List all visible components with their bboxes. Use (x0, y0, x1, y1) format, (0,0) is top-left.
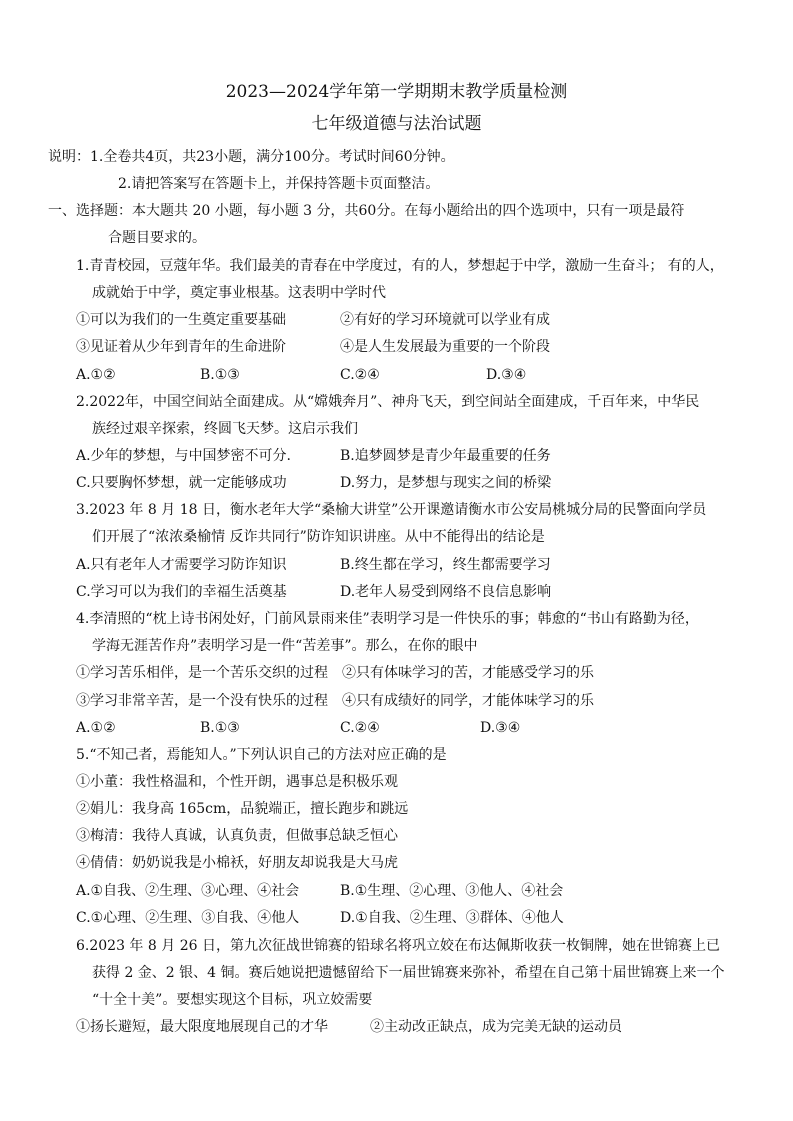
q5-option-a: A.①自我、②生理、③心理、④社会 (76, 883, 300, 899)
q5-stem: 5.“不知己者，焉能知人。”下列认识自己的方法对应正确的是 (76, 747, 447, 763)
section-heading-cont: 合题目要求的。 (108, 230, 206, 246)
q4-statement-4: ④只有成绩好的同学，才能体味学习的乐 (342, 693, 594, 709)
q1-statement-1: ①可以为我们的一生奠定重要基础 (76, 312, 286, 328)
exam-subtitle: 七年级道德与法治试题 (311, 114, 482, 134)
q1-statement-3: ③见证着从少年到青年的生命进阶 (76, 339, 286, 355)
q4-stem-cont: 学海无涯苦作舟”表明学习是一件“苦差事”。那么，在你的眼中 (92, 638, 478, 654)
q1-stem-cont: 成就始于中学，奠定事业根基。这表明中学时代 (92, 285, 386, 301)
q6-stem-cont-2: “十全十美”。要想实现这个目标，巩立姣需要 (92, 992, 373, 1008)
q6-statement-2: ②主动改正缺点，成为完美无缺的运动员 (370, 1019, 622, 1035)
exam-title: 2023—2024学年第一学期期末教学质量检测 (225, 82, 568, 102)
q1-option-d: D.③④ (486, 367, 527, 383)
q3-option-d: D.老年人易受到网络不良信息影响 (340, 584, 552, 600)
q2-option-b: B.追梦圆梦是青少年最重要的任务 (340, 448, 551, 464)
q4-option-d: D.③④ (480, 720, 521, 736)
q2-option-a: A.少年的梦想，与中国梦密不可分. (76, 448, 292, 464)
q1-statement-2: ②有好的学习环境就可以学业有成 (340, 312, 550, 328)
q2-option-c: C.只要胸怀梦想，就一定能够成功 (76, 475, 287, 491)
q2-option-d: D.努力，是梦想与现实之间的桥梁 (340, 475, 552, 491)
q4-statement-3: ③学习非常辛苦，是一个没有快乐的过程 (76, 693, 328, 709)
q1-option-c: C.②④ (340, 367, 380, 383)
q2-stem: 2.2022年，中国空间站全面建成。从“嫦娥奔月”、神舟飞天，到空间站全面建成，千百年来，中华民 (76, 394, 700, 410)
q1-option-a: A.①② (76, 367, 116, 383)
q4-option-c: C.②④ (340, 720, 380, 736)
q3-stem-cont: 们开展了“浓浓桑榆情 反诈共同行”防诈知识讲座。从中不能得出的结论是 (92, 529, 545, 545)
q1-statement-4: ④是人生发展最为重要的一个阶段 (340, 339, 550, 355)
q4-stem: 4.李清照的“枕上诗书闲处好，门前风景雨来佳”表明学习是一件快乐的事；韩愈的“书山有路勤为径， (76, 611, 699, 627)
q4-option-b: B.①③ (200, 720, 240, 736)
q5-option-c: C.①心理、②生理、③自我、④他人 (76, 910, 300, 926)
q3-option-a: A.只有老年人才需要学习防诈知识 (76, 557, 287, 573)
q3-option-c: C.学习可以为我们的幸福生活奠基 (76, 584, 287, 600)
q6-stem: 6.2023 年 8 月 26 日，第九次征战世锦赛的铅球名将巩立姣在布达佩斯收获一枚铜牌，她在世锦赛上已 (76, 938, 720, 954)
q6-statement-1: ①扬长避短，最大限度地展现自己的才华 (76, 1019, 328, 1035)
q4-statement-2: ②只有体味学习的苦，才能感受学习的乐 (342, 665, 594, 681)
q2-stem-cont: 族经过艰辛探索，终圆飞天梦。这启示我们 (92, 421, 358, 437)
instructions-line-1: 说明：1.全卷共4页，共23小题，满分100分。考试时间60分钟。 (48, 149, 455, 165)
q4-statement-1: ①学习苦乐相伴，是一个苦乐交织的过程 (76, 665, 328, 681)
q4-option-a: A.①② (76, 720, 116, 736)
q5-statement-1: ①小董：我性格温和，个性开朗，遇事总是积极乐观 (76, 774, 398, 790)
q1-stem: 1.青青校园，豆蔻年华。我们最美的青春在中学度过，有的人，梦想起于中学，激励一生奋斗； 有的人， (76, 258, 724, 274)
q5-statement-2: ②娟儿：我身高 165cm，品貌端正，擅长跑步和跳远 (76, 801, 409, 817)
q1-option-b: B.①③ (200, 367, 240, 383)
instructions-line-2: 2.请把答案写在答题卡上，并保持答题卡页面整洁。 (118, 176, 440, 192)
q5-option-b: B.①生理、②心理、③他人、④社会 (340, 883, 564, 899)
q3-option-b: B.终生都在学习，终生都需要学习 (340, 557, 551, 573)
q5-option-d: D.①自我、②生理、③群体、④他人 (340, 910, 564, 926)
section-heading: 一、选择题：本大题共 20 小题，每小题 3 分，共60分。在每小题给出的四个选项中，只有一项是最符 (48, 203, 685, 219)
q6-stem-cont: 获得 2 金、2 银、4 铜。赛后她说把遗憾留给下一届世锦赛来弥补，希望在自己第十届世锦赛上来一个 (92, 965, 725, 981)
q3-stem: 3.2023 年 8 月 18 日，衡水老年大学“桑榆大讲堂”公开课邀请衡水市公安局桃城分局的民警面向学员 (76, 502, 707, 518)
q5-statement-3: ③梅清：我待人真诚，认真负责，但做事总缺乏恒心 (76, 828, 398, 844)
q5-statement-4: ④倩倩：奶奶说我是小棉袄，好朋友却说我是大马虎 (76, 855, 398, 871)
